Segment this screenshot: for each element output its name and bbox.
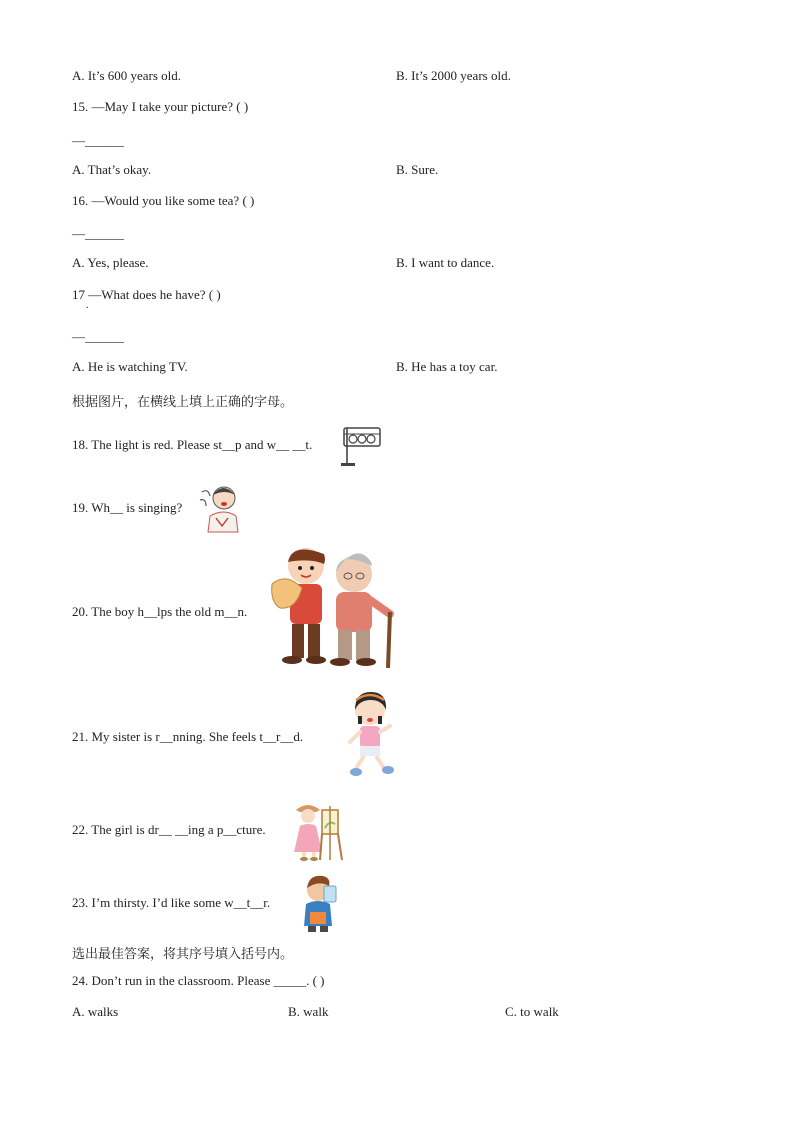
section-heading-choose-answer: 选出最佳答案，将其序号填入括号内。 bbox=[72, 947, 294, 962]
q17-dot: . bbox=[86, 300, 89, 311]
boy-singing-icon bbox=[196, 482, 244, 534]
q15-answer-line: —______ bbox=[72, 133, 124, 148]
boy-drinking-water-icon bbox=[300, 874, 346, 934]
q16-option-b: B. I want to dance. bbox=[396, 255, 495, 270]
q24-stem: 24. Don’t run in the classroom. Please _____. ( ) bbox=[72, 973, 325, 988]
q14-option-a: A. It’s 600 years old. bbox=[72, 68, 182, 83]
girl-drawing-picture-icon bbox=[292, 800, 346, 862]
q19-text: 19. Wh__ is singing? bbox=[72, 500, 183, 515]
q16-option-a: A. Yes, please. bbox=[72, 255, 149, 270]
q24-option-c: C. to walk bbox=[505, 1004, 559, 1019]
q17-option-a: A. He is watching TV. bbox=[72, 359, 188, 374]
q15-option-a: A. That’s okay. bbox=[72, 162, 152, 177]
q15-option-b: B. Sure. bbox=[396, 162, 439, 177]
q23-text: 23. I’m thirsty. I’d like some w__t__r. bbox=[72, 895, 271, 910]
boy-helping-old-man-icon bbox=[266, 542, 398, 672]
q24-option-a: A. walks bbox=[72, 1004, 119, 1019]
girl-running-icon bbox=[346, 690, 398, 784]
q14-option-b: B. It’s 2000 years old. bbox=[396, 68, 511, 83]
q16-answer-line: —______ bbox=[72, 226, 124, 241]
traffic-light-icon bbox=[338, 424, 382, 468]
q16-stem: 16. —Would you like some tea? ( ) bbox=[72, 193, 255, 208]
q17-answer-line: —______ bbox=[72, 329, 124, 344]
q24-option-b: B. walk bbox=[288, 1004, 329, 1019]
q20-text: 20. The boy h__lps the old m__n. bbox=[72, 604, 248, 619]
section-heading-picture-fill: 根据图片，在横线上填上正确的字母。 bbox=[72, 395, 294, 410]
q18-text: 18. The light is red. Please st__p and w__ __t. bbox=[72, 437, 313, 452]
q17-option-b: B. He has a toy car. bbox=[396, 359, 498, 374]
q15-stem: 15. —May I take your picture? ( ) bbox=[72, 99, 249, 114]
q21-text: 21. My sister is r__nning. She feels t__r__d. bbox=[72, 729, 304, 744]
q22-text: 22. The girl is dr__ __ing a p__cture. bbox=[72, 822, 266, 837]
q17-stem: 17 —What does he have? ( ) bbox=[72, 287, 221, 302]
